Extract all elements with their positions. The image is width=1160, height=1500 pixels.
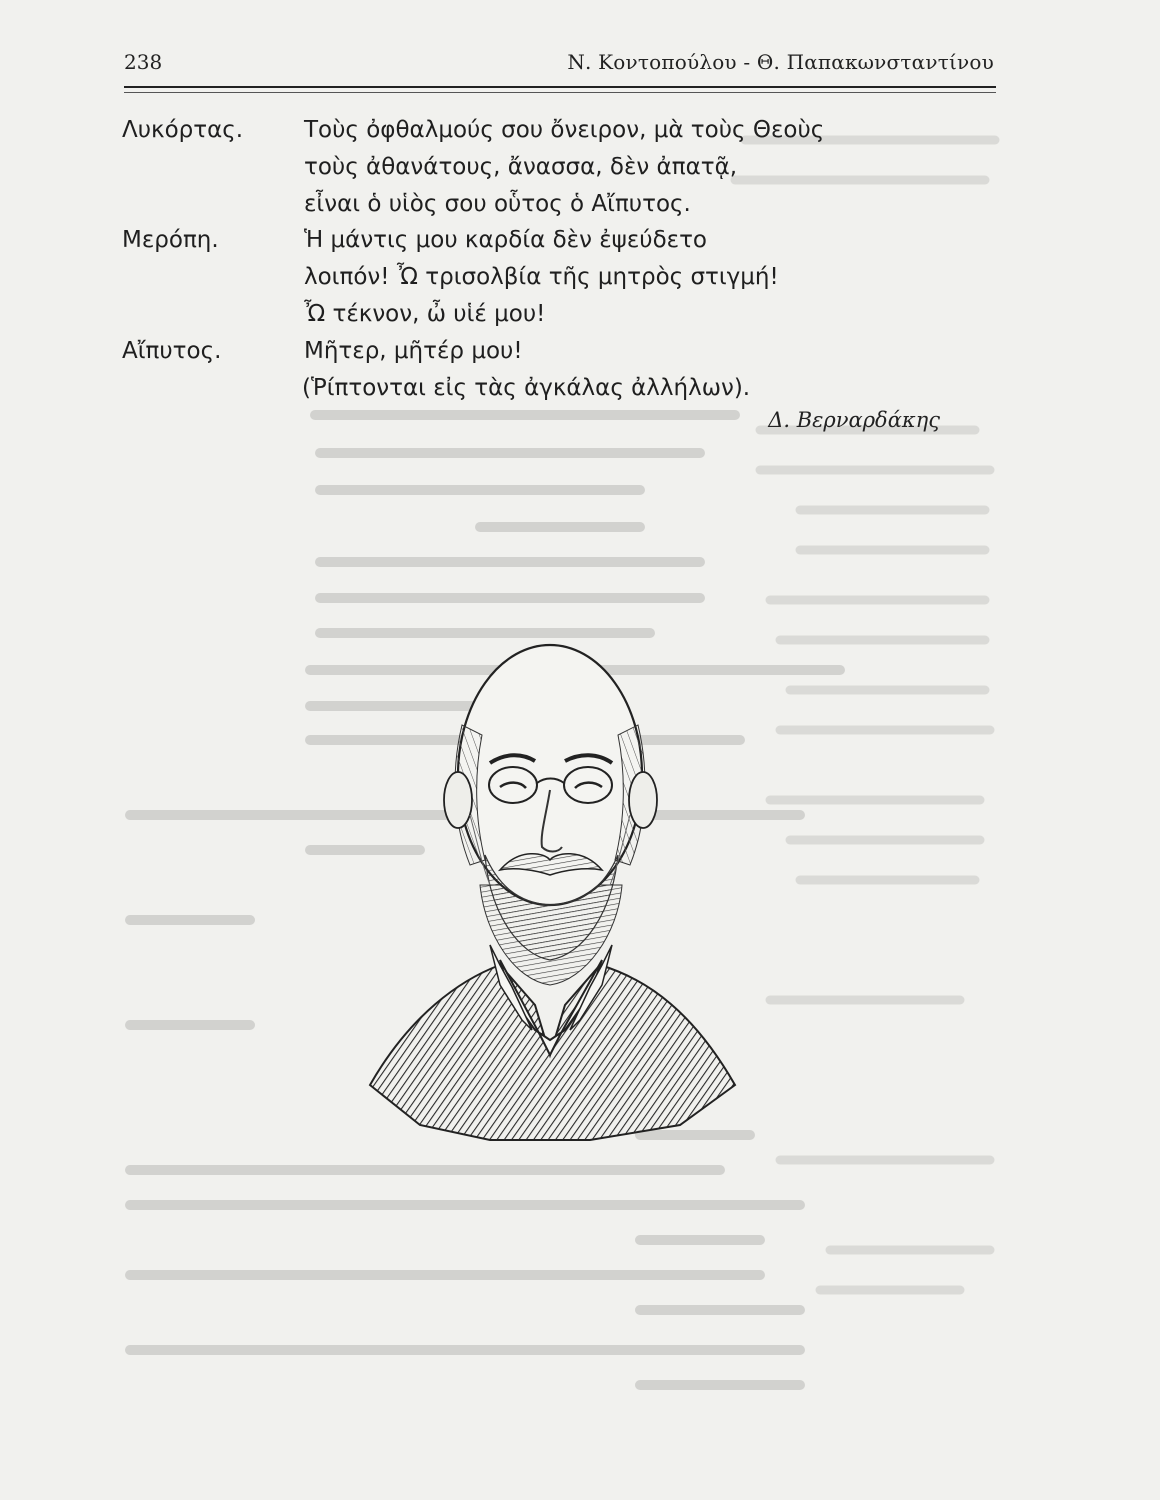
verse-text: Ὦ τέκνον, ὦ υἱέ μου! — [304, 300, 546, 327]
verse-text: Μῆτερ, μῆτέρ μου! — [304, 337, 523, 364]
verse-text: Τοὺς ὀφθαλμούς σου ὄνειρον, μὰ τοὺς Θεοὺς — [304, 117, 825, 143]
speaker-name: Μερόπη. — [122, 227, 219, 254]
verse-text: τοὺς ἀθανάτους, ἄνασσα, δὲν ἀπατᾷ, — [304, 153, 738, 180]
speaker-name: Αἴπυτος. — [122, 337, 222, 364]
dialogue-line — [122, 149, 982, 186]
header-rule — [124, 86, 996, 88]
page-number: 238 — [124, 50, 163, 74]
dialogue — [122, 112, 982, 406]
verse-text: Ἡ μάντις μου καρδία δὲν ἐψεύδετο — [304, 227, 708, 254]
dialogue-line — [122, 112, 982, 149]
author-signature: Δ. Βερναρδάκης — [768, 408, 940, 432]
engraved-portrait-illustration — [350, 585, 750, 1145]
dialogue-line — [122, 296, 982, 333]
header-rule-secondary — [124, 92, 996, 93]
running-head: Ν. Κοντοπούλου - Θ. Παπακωνσταντίνου — [567, 50, 994, 74]
stage-direction: (Ῥίπτονται εἰς τὰς ἀγκάλας ἀλλήλων). — [302, 374, 751, 401]
dialogue-line — [122, 222, 982, 259]
verse-text: λοιπόν! Ὦ τρισολβία τῆς μητρὸς στιγμή! — [304, 264, 779, 291]
dialogue-line — [122, 333, 982, 370]
dialogue-line — [122, 186, 982, 223]
page-header — [124, 50, 996, 84]
verse-text: εἶναι ὁ υἱὸς σου οὗτος ὁ Αἴπυτος. — [304, 190, 691, 217]
dialogue-line — [122, 259, 982, 296]
dialogue-line — [122, 370, 982, 407]
speaker-name: Λυκόρτας. — [122, 117, 244, 143]
